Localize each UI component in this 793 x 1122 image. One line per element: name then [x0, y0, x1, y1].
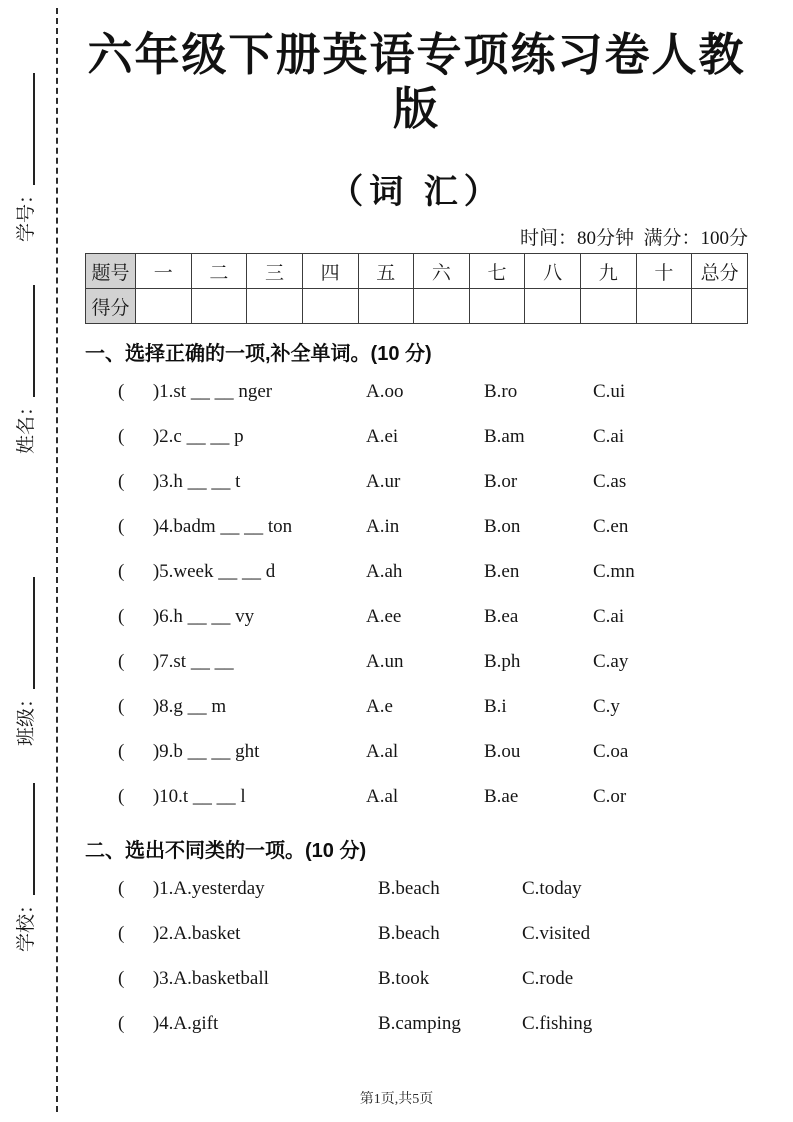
page-number: 第1页,共5页 — [359, 1092, 434, 1107]
question-text: ( )1.st __ __ nger — [118, 380, 273, 402]
option-c: C.visited — [522, 922, 591, 944]
score-table-col-header: 五 — [358, 254, 414, 289]
score-cell — [358, 289, 414, 324]
class-label: 班级： — [16, 688, 37, 746]
option-c: C.ai — [593, 605, 625, 627]
question-text: ( )4.A.gift — [118, 1012, 219, 1034]
score-table-col-header: 四 — [302, 254, 358, 289]
fill-blank-line — [33, 285, 35, 397]
option-c: C.oa — [593, 740, 629, 762]
question-row — [85, 911, 748, 956]
option-a: A.ah — [366, 560, 403, 582]
option-b: B.camping — [378, 1012, 461, 1034]
exam-title: 六年级下册英语专项练习卷人教版 — [87, 30, 746, 134]
score-table-col-header: 六 — [414, 254, 470, 289]
score-cell — [136, 289, 192, 324]
score-table — [85, 253, 748, 324]
option-c: C.today — [522, 877, 582, 899]
option-b: B.am — [484, 425, 525, 447]
question-row — [85, 594, 748, 639]
score-cell — [469, 289, 525, 324]
name-label: 姓名： — [16, 396, 37, 454]
option-b: B.en — [484, 560, 520, 582]
option-b: B.took — [378, 967, 430, 989]
student-id-label: 学号： — [16, 184, 37, 242]
question-row — [85, 414, 748, 459]
score-table-col-header: 二 — [191, 254, 247, 289]
question-row — [85, 369, 748, 414]
fill-blank-line — [33, 577, 35, 689]
question-text: ( )2.c __ __ p — [118, 425, 244, 447]
option-c: C.y — [593, 695, 620, 717]
question-text: ( )4.badm __ __ ton — [118, 515, 293, 537]
option-a: A.al — [366, 740, 399, 762]
dashed-fold-line — [56, 8, 58, 1112]
option-c: C.en — [593, 515, 629, 537]
score-cell — [692, 289, 748, 324]
question-row — [85, 684, 748, 729]
score-table-col-header: 十 — [636, 254, 692, 289]
option-c: C.as — [593, 470, 627, 492]
section1-question-list — [85, 369, 748, 819]
question-text: ( )3.h __ __ t — [118, 470, 241, 492]
option-c: C.fishing — [522, 1012, 593, 1034]
option-b: B.on — [484, 515, 521, 537]
option-c: C.ai — [593, 425, 625, 447]
option-a: A.ei — [366, 425, 399, 447]
option-a: A.un — [366, 650, 404, 672]
score-cell — [636, 289, 692, 324]
question-row — [85, 504, 748, 549]
question-row — [85, 459, 748, 504]
score-table-col-header: 总分 — [692, 254, 748, 289]
section2-question-list — [85, 866, 748, 1046]
question-row — [85, 1001, 748, 1046]
option-b: B.ae — [484, 785, 519, 807]
option-b: B.beach — [378, 922, 440, 944]
option-a: A.oo — [366, 380, 404, 402]
score-label: 得分 — [86, 289, 136, 324]
question-text: ( )1.A.yesterday — [118, 877, 265, 899]
score-table-col-header: 三 — [247, 254, 303, 289]
question-text: ( )9.b __ __ ght — [118, 740, 260, 762]
option-c: C.ay — [593, 650, 629, 672]
score-table-header-row — [86, 254, 748, 289]
option-b: B.ro — [484, 380, 518, 402]
question-row — [85, 956, 748, 1001]
score-cell — [581, 289, 637, 324]
fill-blank-line — [33, 783, 35, 895]
question-row — [85, 774, 748, 819]
option-a: A.ur — [366, 470, 401, 492]
class-field — [10, 574, 38, 746]
question-row — [85, 639, 748, 684]
school-label: 学校： — [16, 894, 37, 952]
question-text: ( )2.A.basket — [118, 922, 241, 944]
score-table-col-header: 一 — [136, 254, 192, 289]
section2-heading: 二、选出不同类的一项。(10 分) — [85, 840, 367, 862]
question-row — [85, 549, 748, 594]
option-a: A.al — [366, 785, 399, 807]
student-id-field — [10, 70, 38, 242]
option-b: B.ph — [484, 650, 521, 672]
score-cell — [414, 289, 470, 324]
option-a: A.in — [366, 515, 400, 537]
name-field — [10, 282, 38, 454]
exam-subtitle: （词 汇） — [329, 174, 504, 211]
option-c: C.or — [593, 785, 627, 807]
question-text: ( )5.week __ __ d — [118, 560, 276, 582]
option-b: B.i — [484, 695, 507, 717]
option-c: C.rode — [522, 967, 574, 989]
fill-blank-line — [33, 73, 35, 185]
option-b: B.ou — [484, 740, 521, 762]
section1-heading: 一、选择正确的一项,补全单词。(10 分) — [85, 343, 432, 365]
question-text: ( )3.A.basketball — [118, 967, 269, 989]
question-number-label: 题号 — [86, 254, 136, 289]
question-row — [85, 866, 748, 911]
question-row — [85, 729, 748, 774]
school-field — [10, 780, 38, 952]
exam-paper — [85, 28, 748, 1046]
score-cell — [247, 289, 303, 324]
score-cell — [191, 289, 247, 324]
question-text: ( )10.t __ __ l — [118, 785, 246, 807]
question-text: ( )8.g __ m — [118, 695, 227, 717]
question-text: ( )6.h __ __ vy — [118, 605, 255, 627]
score-table-col-header: 八 — [525, 254, 581, 289]
time-limit-info: 时间：80分钟 满分：100分 — [519, 228, 748, 249]
score-cell — [525, 289, 581, 324]
option-b: B.or — [484, 470, 518, 492]
option-b: B.beach — [378, 877, 440, 899]
question-text: ( )7.st __ __ — [118, 650, 234, 672]
option-a: A.e — [366, 695, 393, 717]
option-c: C.ui — [593, 380, 626, 402]
score-table-col-header: 九 — [581, 254, 637, 289]
score-cell — [302, 289, 358, 324]
score-table-col-header: 七 — [469, 254, 525, 289]
score-table-score-row — [86, 289, 748, 324]
option-c: C.mn — [593, 560, 635, 582]
option-a: A.ee — [366, 605, 402, 627]
option-b: B.ea — [484, 605, 519, 627]
